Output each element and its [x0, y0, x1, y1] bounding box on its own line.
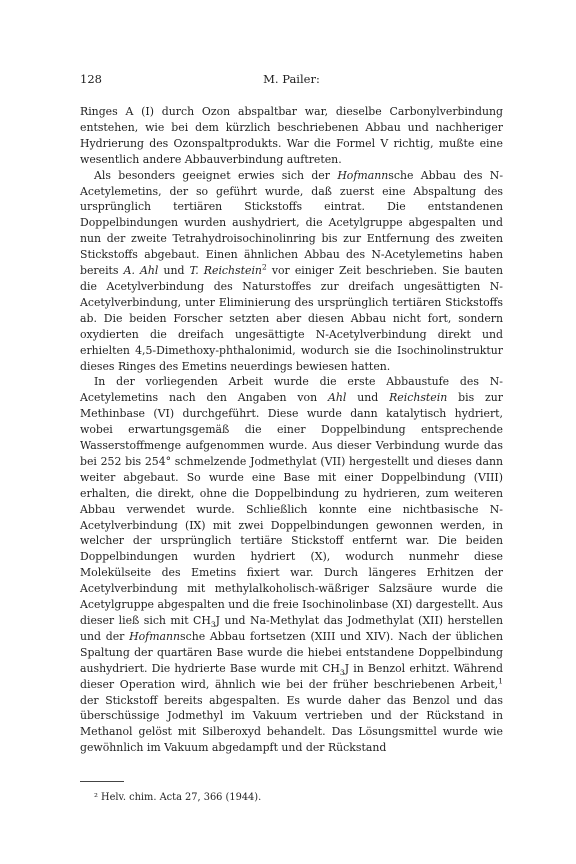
paragraph: [80, 374, 503, 756]
page-number: 128: [80, 72, 102, 86]
text-run: Ringes A (I) durch Ozon abspaltbar war, dieselbe Carbonylverbindung entstehen, wie bei dem kürzlich beschriebenen Abbau und nachheriger Hydrierung des Ozonspaltprodukts. War die Formel V richtig, mußte eine wesentlich andere Abbauverbindung auftreten.: [80, 105, 503, 166]
footnote-marker: 1: [498, 676, 503, 685]
footnote-marker: 2: [261, 262, 267, 272]
text-run: Als besonders geeignet erwies sich der: [94, 168, 338, 182]
italic-name: T. Reichstein: [189, 264, 262, 278]
text-run: sche Abbau fortsetzen (XIII und XIV). Nach der üblichen Spaltung der quartären Base wurde die hiebei entstandene Doppelbindung aushydriert. Die hydrierte Base wurde mit CH: [80, 629, 504, 675]
text-run: In der vorliegenden Arbeit wurde die erste Abbaustufe des N-Acetylemetins nach den Angaben von: [80, 375, 503, 405]
running-header: [80, 72, 503, 90]
text-run: der Stickstoff bereits abgespalten. Es wurde daher das Benzol und das überschüssige Jodmethyl im Vakuum vertrieben und der Rückstand in Methanol gelöst mit Silberoxyd behandelt. Das Lösungsmittel wurde wie gewöhnlich im Vakuum abgedampft und der Rückstand: [80, 693, 503, 755]
italic-name: Hofmann: [337, 168, 389, 182]
italic-name: Reichstein: [389, 391, 448, 405]
italic-name: Hofmann: [129, 629, 181, 643]
italic-name: A. Ahl: [123, 264, 159, 278]
italic-name: Ahl: [327, 391, 347, 405]
subscript: 3: [339, 667, 345, 677]
subscript: 3: [210, 620, 216, 630]
text-run: J und Na-Methylat das Jodmethylat (XII) herstellen und der: [80, 614, 503, 643]
page: [80, 72, 503, 756]
text-run: J in Benzol erhitzt. Während dieser Operation wird, ähnlich wie bei der früher beschriebenen Arbeit,: [80, 661, 503, 691]
body-text: [80, 104, 503, 756]
text-run: bis zur Methinbase (VI) durchgeführt. Diese wurde dann katalytisch hydriert, wobei erwartungsgemäß die einer Doppelbindung entsprechende Wasserstoffmenge aufgenommen wurde. Aus dieser Verbindung wurde das bei 252 bis 254° schmelzende Jodmethylat (VII) hergestellt und dieses dann weiter abgebaut. So wurde eine Base mit einer Doppelbindung (VIII) erhalten, die direkt, ohne die Doppelbindung zu hydrieren, zum weiteren Abbau verwendet wurde. Schließlich konnte eine nichtbasische N-Acetylverbindung (IX) mit zwei Doppelbindungen gewonnen werden, in welcher der ursprünglich tertiäre Stickstoff entfernt war. Die beiden Doppelbindungen wurden hydriert (X), wodurch nunmehr diese Molekülseite des Emetins fixiert war. Durch längeres Erhitzen der Acetylverbindung mit methylalkoholisch-wäßriger Salzsäure wurde die Acetylgruppe abgespalten und die freie Isochinolinbase (XI) dargestellt. Aus dieser ließ sich mit CH: [80, 391, 503, 627]
paragraph: [80, 104, 503, 168]
text-run: und: [346, 391, 390, 405]
text-run: und: [158, 264, 190, 278]
footnote: ² Helv. chim. Acta 27, 366 (1944).: [94, 792, 262, 803]
footnote-rule: [80, 781, 124, 782]
paragraph: [80, 168, 503, 375]
text-run: vor einiger Zeit beschrieben. Sie bauten die Acetylverbindung des Naturstoffes zur dreifach ungesättigten N-Acetylverbindung, unter Eliminierung des ursprünglich tertiären Stickstoffs ab. Die beiden Forscher setzten aber diesen Abbau nicht fort, sondern oxydierten die dreifach ungesättigte N-Acetylverbindung direkt und erhielten 4,5-Dimethoxy-phthalonimid, wodurch sie die Isochinolinstruktur dieses Ringes des Emetins neuerdings bewiesen hatten.: [80, 264, 503, 373]
text-run: sche Abbau des N-Acetylemetins, der so geführt wurde, daß zuerst eine Abspaltung des ursprünglich tertiären Stickstoffs eintrat. Die entstandenen Doppelbindungen wurden aushydriert, die Acetylgruppe abgespalten und nun der zweite Tetrahydroisochinolinring bis zur Entfernung des zweiten Stickstoffs abgebaut. Einen ähnlichen Abbau des N-Acetylemetins haben bereits: [80, 168, 503, 278]
running-title: M. Pailer:: [263, 72, 320, 86]
